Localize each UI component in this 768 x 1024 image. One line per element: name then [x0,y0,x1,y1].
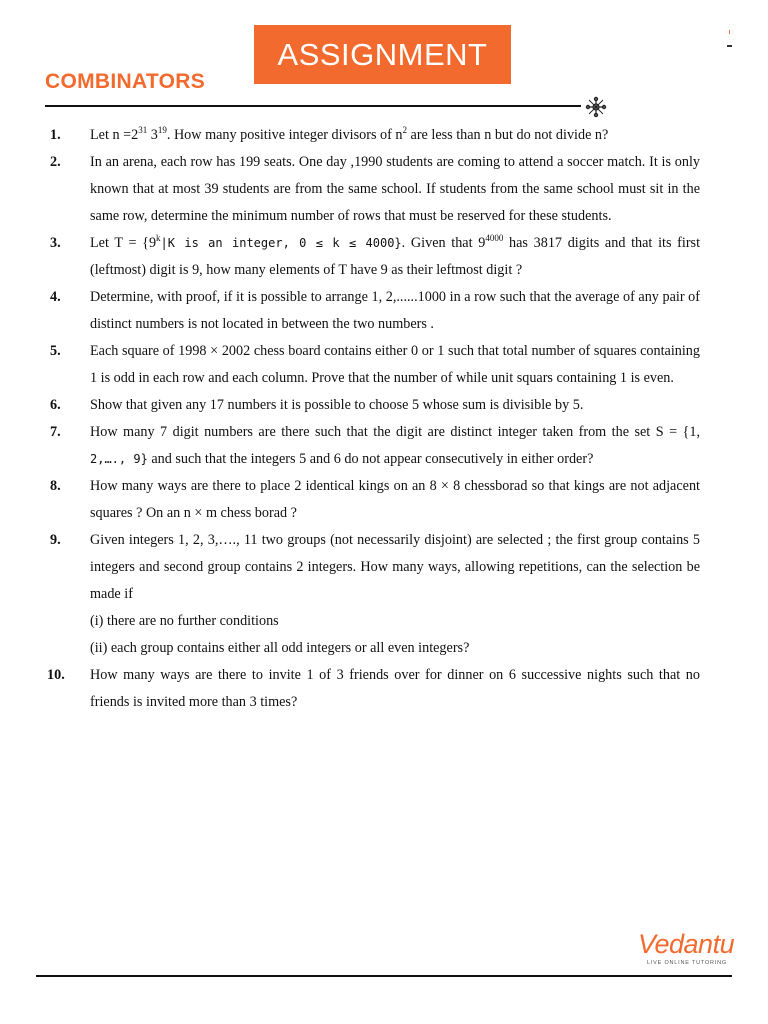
corner-tick-dark [727,45,732,47]
sub-question-i: (i) there are no further conditions [90,613,279,629]
exponent: 4000 [485,233,504,243]
decorative-flourish-icon [585,96,607,118]
question-number: 7. [50,424,61,440]
set-definition: |K is an integer, 0 ≤ k ≤ 4000} [160,236,402,250]
question-text-part: . Given that 9 [401,235,486,251]
question-number: 5. [50,343,61,359]
banner-label: ASSIGNMENT [277,36,488,72]
question-text [90,122,700,149]
question-text-part: . How many positive integer divisors of n [166,127,403,143]
question-item-8 [0,473,768,527]
corner-mark [727,30,733,50]
question-text: How many ways are there to place 2 identical kings on an 8 × 8 chessborad so that kings are not adjacent squares ? On an n × m chess borad ? [90,478,700,521]
logo-tagline: LIVE ONLINE TUTORING [647,960,727,966]
question-number: 1. [50,127,61,143]
question-text-part: 3 [147,127,158,143]
question-text-part: Let n =2 [90,127,139,143]
question-text-part: and such that the integers 5 and 6 do not appear consecutively in either order? [147,451,594,467]
question-text: Determine, with proof, if it is possible to arrange 1, 2,......1000 in a row such that the average of any pair of distinct numbers is not located in between the two numbers . [90,289,700,332]
set-continuation: 2,…., 9} [90,452,148,466]
section-title: COMBINATORS [45,70,206,93]
question-text [90,230,700,284]
question-number: 8. [50,478,61,494]
question-item-1 [0,122,768,149]
assignment-banner [254,25,511,84]
exponent: k [156,233,161,243]
question-item-5 [0,338,768,392]
question-item-7 [0,419,768,473]
question-text-part: Let T = {9 [90,235,157,251]
corner-tick-orange [729,30,730,34]
question-number: 3. [50,235,61,251]
question-item-9 [0,527,768,662]
question-list [0,122,768,716]
question-number: 4. [50,289,61,305]
question-item-4 [0,284,768,338]
question-text: Given integers 1, 2, 3,…., 11 two groups (not necessarily disjoint) are selected ; the first group contains 5 integers and second group contains 2 integers. How many ways, allowing repetitions, can the selection be made if [90,532,700,602]
question-text-part: How many 7 digit numbers are there such that the digit are distinct integer taken from the set S = {1, [90,424,700,440]
vedantu-logo [638,929,738,969]
logo-wordmark: Vedantu [638,929,735,959]
question-item-6 [0,392,768,419]
question-number: 9. [50,532,61,548]
question-item-3 [0,230,768,284]
question-text: In an arena, each row has 199 seats. One day ,1990 students are coming to attend a soccer match. It is only known that at most 39 students are from the same school. If students from the same school must sit in the same row, determine the minimum number of rows that must be reserved for these students. [90,154,700,224]
question-text: Each square of 1998 × 2002 chess board contains either 0 or 1 such that total number of squares containing 1 is odd in each row and each column. Prove that the number of while unit squars containing 1 is even. [90,343,700,386]
sub-question-ii: (ii) each group contains either all odd integers or all even integers? [90,640,470,656]
question-text: How many ways are there to invite 1 of 3 friends over for dinner on 6 successive nights such that no friends is invited more than 3 times? [90,667,700,710]
question-number: 2. [50,154,61,170]
question-item-2 [0,149,768,230]
question-text-part: are less than n but do not divide n? [406,127,609,143]
question-text [90,419,700,473]
question-text: Show that given any 17 numbers it is possible to choose 5 whose sum is divisible by 5. [90,397,584,413]
question-text-part: has 3817 digits and that its first (leftmost) digit is 9, how many elements of T have 9 as their leftmost digit ? [90,235,701,278]
title-underline [45,105,581,107]
footer-rule [36,975,732,977]
question-number: 6. [50,397,61,413]
exponent: 2 [402,125,407,135]
question-item-10 [0,662,768,716]
exponent: 19 [157,125,167,135]
question-number: 10. [47,667,65,683]
exponent: 31 [138,125,148,135]
